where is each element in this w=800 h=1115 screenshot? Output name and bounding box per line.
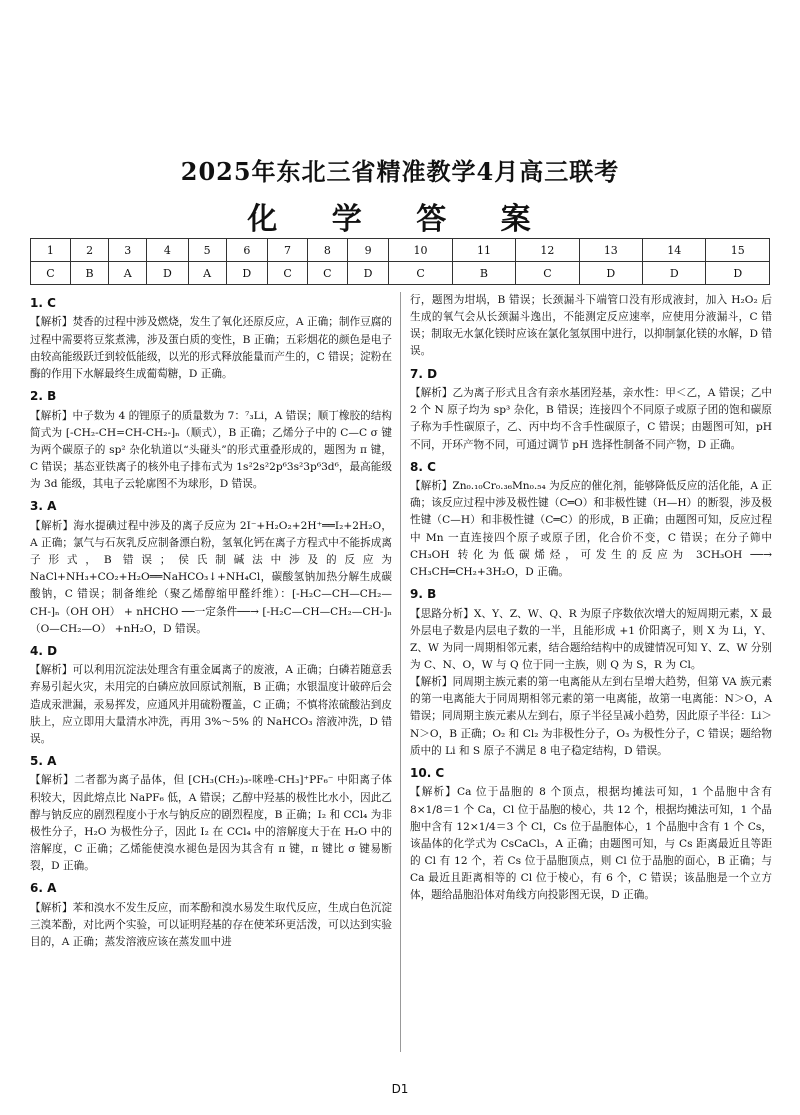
question-item: [410, 292, 772, 361]
answer-table-number-cell: 4: [147, 239, 189, 262]
answer-table-number-cell: 2: [70, 239, 108, 262]
question-number: 3. A: [30, 499, 57, 514]
answer-table-number-cell: 14: [643, 239, 706, 262]
question-item: [30, 752, 392, 875]
answer-table-number-row: [31, 239, 770, 262]
page-subtitle: 化 学 答 案: [247, 202, 553, 237]
answer-table-number-cell: 1: [31, 239, 71, 262]
question-number: 7. D: [410, 366, 438, 381]
question-number: 1. C: [30, 296, 56, 310]
answer-table-answer-cell: B: [70, 262, 108, 285]
answer-table-answer-cell: D: [147, 262, 189, 285]
answer-table-number-cell: 6: [226, 239, 268, 262]
answer-table-answer-row: [31, 262, 770, 285]
question-item: [30, 294, 392, 383]
question-item: [410, 365, 772, 454]
question-number: 4. D: [30, 643, 58, 658]
question-explanation: 【解析】Zn₀.₁₀Cr₀.₃₆Mn₀.₅₄ 为反应的催化剂，能够降低反应的活化能，A 正确；该反应过程中涉及极性键（C═O）和非极性键（H—H）的断裂，涉及极性键（C—H）和非极性键（C═C）的形成，B 正确；由题图可知，反应过程中 Mn 一直连接四个原子或原子团，化合价不变，C 错误；在分子筛中 CH₃OH 转化为低碳烯烃，可发生的反应为 3CH₃OH ──→ CH₃CH═CH₂+3H₂O，D 正确。: [410, 480, 772, 578]
answer-table-answer-cell: D: [706, 262, 770, 285]
answer-table-number-cell: 15: [706, 239, 770, 262]
question-explanation: 【解析】乙为离子形式且含有亲水基团羟基，亲水性：甲＜乙，A 错误；乙中 2 个 N 原子均为 sp³ 杂化，B 错误；连接四个不同原子或原子团的饱和碳原子称为手性碳原子，乙、丙中均不含手性碳原子，C 错误；由题图可知，pH 不同，开环产物不同，可通过调节 pH 选择性制备不同产物，D 正确。: [410, 387, 772, 451]
answer-table-answer-cell: C: [31, 262, 71, 285]
question-item: [410, 764, 772, 905]
right-column: [410, 292, 772, 908]
answer-table-number-cell: 7: [268, 239, 308, 262]
question-number: 8. C: [410, 459, 436, 474]
answer-table-answer-cell: B: [452, 262, 515, 285]
question-explanation: 【思路分析】X、Y、Z、W、Q、R 为原子序数依次增大的短周期元素，X 最外层电子数是内层电子数的一半，且能形成 +1 价阳离子，则 X 为 Li，Y、Z、W 为同一周期相邻元素，结合题给结构中的成键情况可知 Y、Z、W 分别为 C、N、O，W 与 Q 位于同一主族，则 Q 为 S，R 为 Cl。 【解析】同周期主族元素的第一电离能从左到右呈增大趋势，但第 VA 族元素的第一电离能大于同周期相邻元素的第一电离能，故第一电离能：N＞O，A 错误；同周期主族元素从左到右，原子半径呈减小趋势，因此原子半径：Li＞N＞O，B 正确；O₂ 和 Cl₂ 为非极性分子，O₃ 为极性分子，C 错误；题给物质中的 Li 和 S 原子不满足 8 电子稳定结构，D 错误。: [410, 607, 772, 757]
left-column: [30, 292, 392, 955]
question-number: 10. C: [410, 765, 445, 780]
answer-table-number-cell: 11: [452, 239, 515, 262]
answer-table-number-cell: 5: [188, 239, 226, 262]
question-explanation: 【解析】Ca 位于晶胞的 8 个顶点，根据均摊法可知，1 个晶胞中含有 8×1/8＝1 个 Ca，Cl 位于晶胞的棱心，共 12 个，根据均摊法可知，1 个晶胞中含有 12×1/4＝3 个 Cl，Cs 位于晶胞体心，1 个晶胞中含有 1 个 Cs，该晶体的化学式为 CsCaCl₃，A 正确；由题图可知，与 Cs 距离最近且等距的 Cl 有 12 个，若 Cs 位于晶胞顶点，则 Cl 位于晶胞的面心，B 正确；与 Ca 最近且距离相等的 Cl 位于棱心，有 6 个，C 错误；该晶胞是一个立方体，题给晶胞沿体对角线方向投影图无误，D 正确。: [410, 786, 772, 902]
question-explanation: 【解析】苯和溴水不发生反应，而苯酚和溴水易发生取代反应，生成白色沉淀三溴苯酚，对比两个实验，可以证明羟基的存在使苯环更活泼，可以达到实验目的，A 正确；蒸发溶液应该在蒸发皿中进: [30, 901, 392, 949]
question-explanation: 【解析】海水提碘过程中涉及的离子反应为 2I⁻+H₂O₂+2H⁺══I₂+2H₂O，A 正确；氯气与石灰乳反应制备漂白粉，氢氧化钙在离子方程式中不能拆成离子形式，B 错误；侯氏制碱法中涉及的反应为 NaCl+NH₃+CO₂+H₂O══NaHCO₃↓+NH₄Cl，碳酸氢钠加热分解生成碳酸钠，C 错误；制备维纶（聚乙烯醇缩甲醛纤维）：[-H₂C—CH—CH₂—CH-]ₙ（OH OH） + nHCHO ──一定条件──→ [-H₂C—CH—CH₂—CH-]ₙ（O—CH₂—O） +nH₂O，D 错误。: [30, 519, 392, 635]
question-item: [30, 642, 392, 748]
answer-table-answer-cell: A: [109, 262, 147, 285]
question-number: 6. A: [30, 881, 57, 896]
question-item: [30, 497, 392, 638]
question-number: 5. A: [30, 754, 57, 769]
question-explanation: 【解析】焚香的过程中涉及燃烧，发生了氧化还原反应，A 正确；制作豆腐的过程中需要将豆浆煮沸，涉及蛋白质的变性，B 正确；五彩烟花的颜色是电子由较高能级跃迁到较低能级，以光的形式释放能量而产生的，C 错误；淀粉在酶的作用下水解最终生成葡萄糖，D 正确。: [30, 316, 392, 380]
answer-table-number-cell: 12: [516, 239, 579, 262]
answer-table-number-cell: 9: [347, 239, 389, 262]
page-title: 2025年东北三省精准教学4月高三联考: [180, 157, 620, 186]
answer-table: [30, 238, 770, 285]
answer-table-number-cell: 8: [307, 239, 347, 262]
question-explanation: 【解析】二者都为离子晶体，但 [CH₃(CH₂)₃-咪唑-CH₃]⁺PF₆⁻ 中阳离子体积较大，因此熔点比 NaPF₆ 低，A 错误；乙醇中羟基的极性比水小，因此乙醇与钠反应的剧烈程度小于水与钠反应的剧烈程度，B 正确；I₂ 和 CCl₄ 为非极性分子，H₂O 为极性分子，因此 I₂ 在 CCl₄ 中的溶解度大于在 H₂O 中的溶解度，C 正确；乙烯能使溴水褪色是因为其含有 π 键，π 键比 σ 键易断裂，D 正确。: [30, 774, 392, 873]
answer-table-answer-cell: D: [347, 262, 389, 285]
question-item: [410, 458, 772, 581]
answer-table-answer-cell: D: [226, 262, 268, 285]
answer-table-answer-cell: C: [307, 262, 347, 285]
question-number: 2. B: [30, 389, 57, 404]
answer-table-number-cell: 13: [579, 239, 642, 262]
answer-table-answer-cell: C: [389, 262, 452, 285]
question-number: 9. B: [410, 587, 437, 602]
question-explanation: 行，题图为坩埚，B 错误；长颈漏斗下端管口没有形成液封，加入 H₂O₂ 后生成的氧气会从长颈漏斗逸出，不能测定反应速率，应使用分液漏斗，C 错误；制取无水氯化镁时应该在氯化氢氛围中进行，以抑制氯化镁的水解，D 错误。: [410, 294, 772, 358]
answer-table-answer-cell: C: [516, 262, 579, 285]
page-number: D1: [391, 1082, 409, 1096]
question-item: [30, 387, 392, 493]
column-divider: [400, 292, 401, 1052]
answer-table-answer-cell: D: [579, 262, 642, 285]
answer-table-answer-cell: D: [643, 262, 706, 285]
question-explanation: 【解析】中子数为 4 的锂原子的质量数为 7：⁷₃Li，A 错误；顺丁橡胶的结构简式为 [-CH₂-CH=CH-CH₂-]ₙ（顺式），B 正确；乙烯分子中的 C—C σ 键为两个碳原子的 sp² 杂化轨道以“头碰头”的形式重叠形成的，题图为 π 键，C 错误；基态亚铁离子的核外电子排布式为 1s²2s²2p⁶3s²3p⁶3d⁶，最高能级为 3d 能级，其电子云轮廓图不为球形，D 错误。: [30, 409, 392, 491]
answer-table-answer-cell: C: [268, 262, 308, 285]
answer-table-answer-cell: A: [188, 262, 226, 285]
answer-table-number-cell: 3: [109, 239, 147, 262]
answer-table-number-cell: 10: [389, 239, 452, 262]
question-item: [30, 879, 392, 951]
question-explanation: 【解析】可以利用沉淀法处理含有重金属离子的废液，A 正确；白磷若随意丢弃易引起火灾，未用完的白磷应放回原试剂瓶，B 正确；水银温度计破碎后会造成汞泄漏，汞易挥发，应通风并用硫粉覆盖，C 正确；不慎将浓硫酸沾到皮肤上，应立即用大量清水冲洗，再用 3%～5% 的 NaHCO₃ 溶液冲洗，D 错误。: [30, 664, 392, 745]
question-item: [410, 585, 772, 760]
